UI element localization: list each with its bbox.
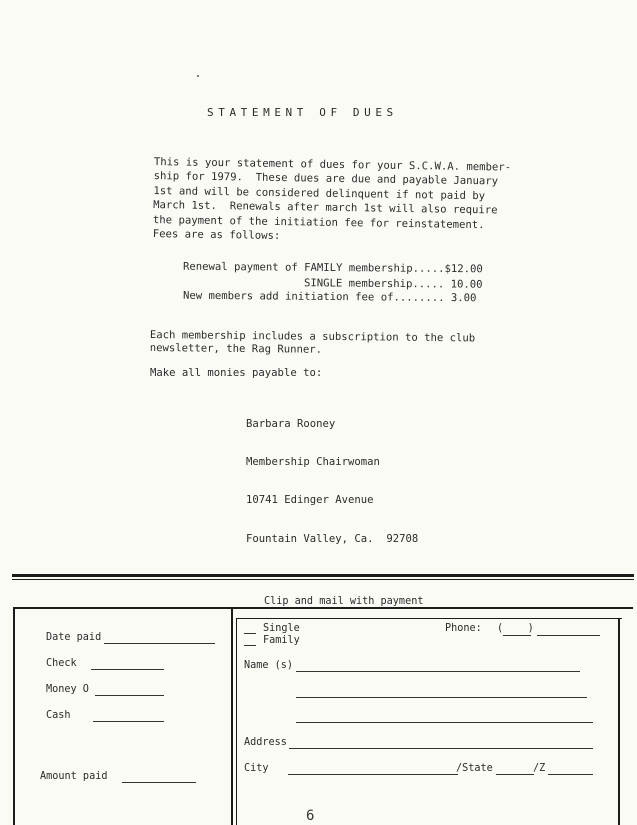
intro-line: 1st and will be considered delinquent if not paid by bbox=[153, 184, 486, 203]
newsletter-line: Each membership includes a subscription to the club bbox=[149, 329, 476, 345]
inner-box-top bbox=[236, 618, 622, 619]
statement-title: STATEMENT OF DUES bbox=[207, 106, 398, 119]
state-label: /State bbox=[456, 763, 493, 774]
payable-to-label: Make all monies payable to: bbox=[150, 367, 323, 379]
fee-initiation: New members add initiation fee of........ 3.00 bbox=[182, 289, 477, 305]
intro-line: March 1st. Renewals after march 1st will also require bbox=[153, 199, 498, 217]
form-divider bbox=[231, 607, 233, 825]
intro-line: Fees are as follows: bbox=[152, 228, 281, 243]
area-code-field[interactable] bbox=[503, 635, 531, 636]
address-line: Membership Chairwoman bbox=[246, 455, 380, 468]
state-field[interactable] bbox=[496, 774, 534, 775]
cut-line-bottom bbox=[12, 579, 634, 580]
newsletter-paragraph bbox=[150, 329, 490, 359]
cash-field[interactable] bbox=[93, 721, 164, 722]
intro-line: the payment of the initiation fee for reinstatement. bbox=[152, 213, 485, 231]
amount-paid-label: Amount paid bbox=[40, 771, 108, 782]
address-label: Address bbox=[244, 737, 287, 748]
fee-family: Renewal payment of FAMILY membership.....$12.00 bbox=[182, 260, 483, 276]
city-field[interactable] bbox=[288, 774, 458, 775]
phone-label: Phone: bbox=[445, 623, 482, 634]
date-paid-label: Date paid bbox=[46, 632, 102, 643]
single-checkbox[interactable] bbox=[244, 633, 256, 634]
mailing-address bbox=[246, 392, 418, 571]
cut-line-top bbox=[12, 574, 634, 577]
money-order-label: Money O bbox=[46, 684, 89, 695]
money-order-field[interactable] bbox=[95, 695, 164, 696]
family-checkbox[interactable] bbox=[244, 645, 256, 646]
name-label: Name (s) bbox=[244, 660, 294, 671]
zip-field[interactable] bbox=[548, 774, 593, 775]
check-label: Check bbox=[46, 658, 77, 669]
date-paid-field[interactable] bbox=[104, 643, 215, 644]
intro-line: This is your statement of dues for your S.C.W.A. member- bbox=[153, 155, 512, 174]
intro-line: ship for 1979. These dues are due and payable January bbox=[153, 170, 499, 188]
name-field-1[interactable] bbox=[296, 671, 580, 672]
cash-label: Cash bbox=[46, 710, 71, 721]
address-line: Fountain Valley, Ca. 92708 bbox=[246, 532, 419, 545]
zip-label: /Z bbox=[533, 763, 546, 774]
family-label: Family bbox=[263, 635, 300, 646]
phone-number-field[interactable] bbox=[537, 635, 600, 636]
clip-heading: Clip and mail with payment bbox=[264, 596, 424, 607]
speck bbox=[197, 75, 199, 77]
inner-box-left bbox=[236, 618, 237, 825]
inner-box-right bbox=[618, 618, 620, 825]
single-label: Single bbox=[263, 623, 300, 634]
page-mark: 6 bbox=[306, 808, 315, 824]
phone-area-code: ( ) bbox=[497, 623, 534, 634]
address-field[interactable] bbox=[289, 748, 593, 749]
intro-paragraph bbox=[153, 155, 514, 247]
name-field-3[interactable] bbox=[296, 722, 593, 723]
amount-paid-field[interactable] bbox=[122, 782, 196, 783]
newsletter-line: newsletter, the Rag Runner. bbox=[149, 341, 323, 356]
fee-single: SINGLE membership..... 10.00 bbox=[303, 277, 483, 291]
check-field[interactable] bbox=[91, 669, 164, 670]
name-field-2[interactable] bbox=[296, 697, 587, 698]
form-top-border bbox=[13, 607, 633, 609]
form-left-border bbox=[13, 607, 15, 825]
city-label: City bbox=[244, 763, 269, 774]
address-line: 10741 Edinger Avenue bbox=[246, 494, 374, 507]
address-line: Barbara Rooney bbox=[246, 417, 336, 430]
